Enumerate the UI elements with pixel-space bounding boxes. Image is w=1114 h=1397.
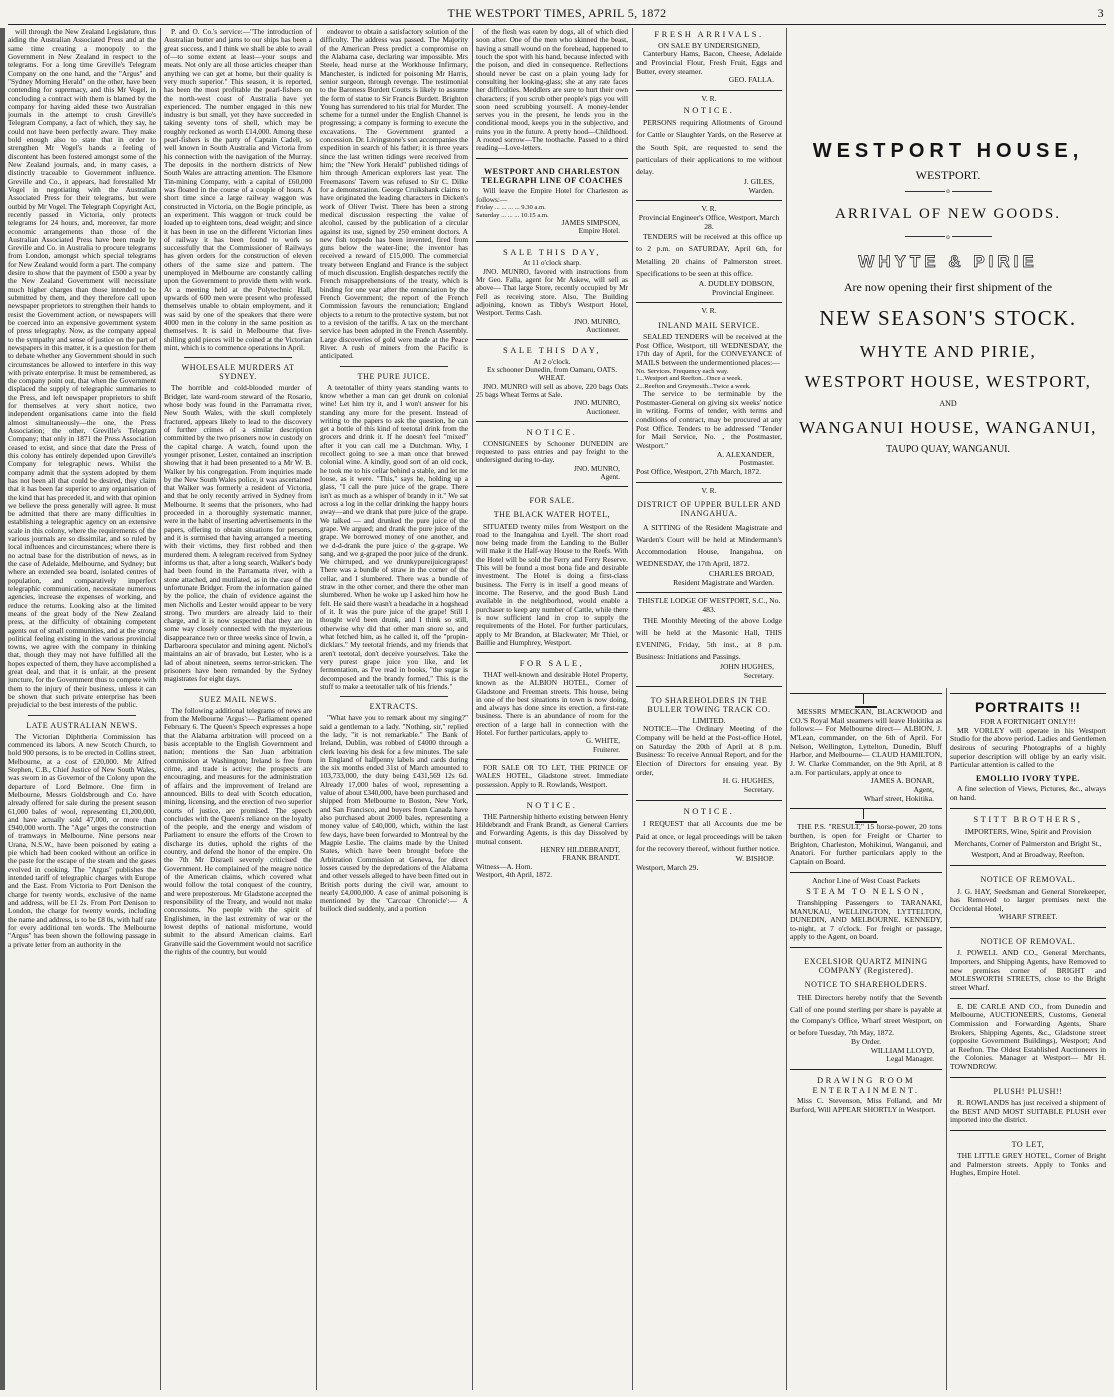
signature: A. ALEXANDER, — [716, 449, 774, 459]
ad-heading: STITT BROTHERS, — [973, 813, 1083, 824]
signature: Auctioneer. — [586, 324, 620, 334]
ad-heading: FOR SALE, — [519, 658, 585, 669]
column-3 — [320, 28, 468, 1390]
crown-mark: V. R. — [701, 93, 717, 103]
coach-schedule-row: Saturday ... ... ... 10.15 a.m. — [476, 211, 549, 219]
ad-text: THAT well-known and desirable Hotel Property, known as the ALBION HOTEL, Corner of Gladstone and Freeman streets. This house, being in one of the best situations in town is now doing, and always has done since its erection, a first-rate business. There is an abundance of room for the erection of a large hall in connection with the Hotel. For further particulars, apply to — [476, 669, 628, 738]
emollio-ivory-type: EMOLLIO IVORY TYPE. — [976, 773, 1080, 783]
ad-plush — [950, 1077, 1106, 1125]
article-telegraph: will through the New Zealand Legislature, thus aiding the Australian Associated Press and at the same time creating a monopoly to the Government in New Zealand in respect to the telegrams. For a long time Greville's Telegram Company on the one hand, and the "Argus" and "Sydney Morning Herald" on the other, have been contending for supremacy, and this Mr Vogel, in concluding a contract with them is blamed by the company for having aided these two Australian journals in the attempt to crush Greville's Telegram Company, a fact of which, they say, he could not have been perfectly aware. They make bold enough also to state that in order to strengthen Mr Vogel's hands a feeling of discontent has been fostered amongst some of the New Zealand journals, and, in many cases, a distinctly traceable to Government influence. Greville and Co., it appears, had forestalled Mr Vogel in negotiating with the Australian Associated Press for their telegrams, but were outbid by Mr Vogel. The Telegraph Copyright Act, recently passed in Victoria, only protects telegrams for 24 hours, and, moreover, far more economic arrangements than those of the Australian Associated Press have been made by Greville and Co. in Australia to procure telegrams from London, amongst which special telegrams for New Zealand would form a part. The company desire to show that the payment of £500 a year by the New Zealand Government will necessitate much higher charges than those intended to be submitted by them, and they therefore call upon newspaper proprietors to strengthen their hands to resist the Government action, or newspapers will be coerced into an expensive government system of press telegraphy. Now, as the company appeal to the sympathy and sense of justice on the part of newspapers in this matter, it is a question for them to debate whether any Government should in such circumstances be allowed to interfere in this way with private enterprise. It must be remembered, as the company point out, that when the Government displaced the supply of telegraphic summaries to the Press, and left newspaper proprietors to shift for themselves at very short notice, two independent organisations came into the field almost simultaneously—the one, the Press Association; the other, Greville's Telegram Company; that only in 1871 the Press Association ceased to exist, and since that date the Press of this colony has entirely depended upon Greville's Company for telegraphic news. Whilst the company admit that the system adopted by them has not been all that could be desired, they claim that it has been far superior to any organisation of the kind that has preceded it, and with that opinion we believe the press generally will agree. It must be admitted that there are many difficulties in establishing a telegraphic agency on an extensive scale in this colony, where the requirements of the various journals are so dissimilar, and so ruled by local influences and circumstances; where there is no actual base for the distribution of news, as in the case of Adelaide, Melbourne, and Sydney; but where an extended sea board, isolated centres of population, and comparatively imperfect telegraphic communication, necessitate numerous agencies, increase the expenses of working, and reduce the returns. Looking also at the limited means of the great body of the New Zealand press, at the difficulty of obtaining competent agents out of small communities, and at the strong political feeling existing in the various provincial towns, we agree with the company in thinking that, though they may not have fulfilled all the hopes expected of them, they have accomplished a great deal, and that it is unfair, at the present juncture, for the Government thus to compete with them to the injury of their business, unless it can be shown that such private enterprise has been prejudicial to the best interests of the public. — [8, 28, 156, 710]
ad-stitt-brothers — [950, 808, 1106, 861]
ad-heading: NOTICE. — [683, 104, 735, 115]
ad-text: MESSRS M'MECKAN, BLACKWOOD and CO.'S Royal Mail steamers will leave Hokitika as follows:— For Melbourne direct— ALBION, J. M'Lean, commander, on the 6th of April. For Nelson, Wellington, Lyttelton, Dunedin, Bluff Harbor, and Melbourne— CLAUD HAMILTON, J. W. Clarke Commander, on the 9th April, at 8 a.m. For particulars, apply at once to — [790, 707, 942, 777]
signature: Postmaster. — [739, 458, 774, 468]
ornament-divider: o — [790, 188, 1106, 196]
column-rule — [472, 28, 473, 1390]
ad-heading: TO LET, — [1011, 1139, 1045, 1149]
mail-table-row: 2...Reefton and Greymouth...Twice a week. — [636, 382, 751, 390]
signature: Secretary. — [743, 670, 774, 680]
date: Westport, 4th April, 1872. — [476, 869, 553, 879]
ad-prince-of-wales — [476, 759, 628, 789]
ad-subheading: Provincial Engineer's Office, Westport, March 28. — [638, 212, 780, 231]
ad-towing-track — [636, 686, 782, 795]
signature: JNO. MUNRO, — [573, 463, 620, 473]
ad-drawing-room — [790, 1069, 942, 1115]
column-6b — [950, 688, 1106, 1390]
ad-coaches — [476, 158, 628, 236]
article-news-items: endeavor to obtain a satisfactory solution of the difficulty. The address was passed. The Majority of the American Press predict a compromise on the Alabama case, declaring war impossible. Mrs Steele, head nurse at the Workhouse Infirmary, Manchester, is indicted for poisoning Mr Harris, senior surgeon, through revenge. The testimonial to the Baroness Burdett Coutts is likely to assume the form of statue to Sir Francis Burdett. Brighton Young has surrendered to his trial for Murder. The scheme for a tunnel under the English Channel is progressing; a company is forming to execute the excavations. The Government granted a concession. Dr. Livingstone's son accompanies the expedition in search of his father; it is three years since the last written tidings were received from him; the "New York Herald" published tidings of him through American explorers last year. The Freemasons' Tavern was refused to Sir C. Dilke for a demonstration. George Cruikshank claims to have originated the leading characters in Dicken's work of Oliver Twist. There has been a strong medical discussion respecting the value of alcohol, caused by the publication of a circular against its use, signed by 250 eminent doctors. A new fish torpedo has been invented, fired from guns below the water-line; the inventor has received a reward of £15,000. The commercial treaty between England and France is the subject of much discussion. English despatches rectify the French misapprehensions of the treaty, which is binding for one year after the renunciation by the French Government; the report of the French Commission favours the renunciation; England objects to a return to the protective system, but not to a revision of the tariffs. A tax on the merchant service has been adopted in the French Assembly. Large discoveries of gold were made at the Peace River. A rush of miners from the Pacific is anticipated. — [320, 28, 468, 361]
article-sundries: of the flesh was eaten by dogs, all of which died soon after. One of the men who skinned the beast, having a small wound on the forehead, happened to touch the spot with his hand, because infected with the poison, and died in consequence. Reflections should never be cast on a plain young lady for consulting her looking-glass; she at any rate faces her difficulties. Meddlers are sure to hurt their own characters; if you scrub other people's pigs you will soon need scrubbing yourself. A money-lender serves you in the present, he lends you in the conditional mood, keeps you in the subjective, and ruins you in the future. A pretty hood—Childhood. A rooted sorrow—The toothache. Passed to a third reading—Love-letters. — [476, 28, 628, 153]
signature: Agent. — [600, 471, 620, 481]
ad-text: THE Monthly Meeting of the above Lodge will be held at the Masonic Hall, THIS EVENING, Friday, 5th inst., at 8 p.m. Business: Initiations and Passings. — [636, 615, 782, 662]
ad-text: THE LITTLE GREY HOTEL, Corner of Bright and Palmerston streets. Apply to Tonks and Hughes, Empire Hotel. — [950, 1150, 1106, 1178]
ad-text: A SITTING of the Resident Magistrate and Warden's Court will be held at Mindermann's Accommodation House, Inangahua, on WEDNESDAY, the 17th April, 1872. — [636, 522, 782, 568]
signature: GEO. FALLA. — [728, 75, 774, 85]
ad-text: J. POWELL AND CO., General Merchants, Importers, and Shipping Agents, have Removed to new premises corner of BRIGHT and MOLESWORTH STREETS, close to the Bright street Wharf. — [950, 948, 1106, 992]
ad-opening-line: Are now opening their first shipment of the — [843, 279, 1053, 294]
ad-steam-nelson — [790, 872, 942, 943]
and-word: AND — [939, 399, 957, 409]
ad-de-carle — [950, 998, 1106, 1072]
by-order: By Order. — [851, 1037, 881, 1047]
divider — [184, 689, 292, 690]
ad-notice-bishop — [636, 800, 782, 872]
article-extracts: "What have you to remark about my singing?" said a gentleman to a lady. "Nothing, sir," replied the lady, "it is not remarkable." The Bank of Ireland, Dublin, was robbed of £4000 through a clerk leaving his desk for a few minutes. The sale in England of halfpenny labels and cards during the six months ended 31st of March amounted to 103,733,000, the duty being £431,569 12s 6d. Already 17,000 bales of wool, representing a value of about £340,000, have been purchased and shipped from Melbourne to Boston, New York, and San Francisco, and buyers from Canada have also purchased about 2000 bales, representing a money value of £40,000, which, within the last few days, have been forwarded to Montreal by the Magpie Leslie. The claims made by the United States, which have been brought before the Arbitration Commission at Geneva, for direct losses caused by the depredations of the Alabama and other vessels alleged to have been fitted out in British ports during the civil war, amount to nearly £4,000,000. A case of animal poisoning is mentioned by the 'Carcoar Chronicle':— A bullock died suddenly, and a portion — [320, 713, 468, 914]
divider — [28, 715, 136, 716]
column-2 — [164, 28, 312, 1390]
article-late-australian-news: The Victorian Diphtheria Commission has commenced its labors. A new Scotch Church, to hold 900 persons, is to be erected in Collins street, Melbourne, at a cost of £20,000. Mr Alfred Stephen, C.B., Chief Justice of New South Wales, was sworn in as Governor of the Colony upon the departure of Lord Belmore. One firm in Melbourne, Messrs Goldsbrough and Co. have already offered for sale during the present season 61,000 bales of wool, representing £1,200,000, and have actually sold 47,000, or more than £940,000 worth. The "Age" urges the construction of tramways in Melbourne. Nine persons near Urana, N.S.W., have been poisoned by eating a pie which had been cooked without an orifice in the paste for the escape of the steam and the gases evolved in cooking. The "Argus" publishes the intended tariff of telegraphic charges with Europe and the East. From Victoria to Port Denison the charge for twenty words, exclusive of the name and address, will be £1 2s. From Port Denison to London, the charge for twenty words, including the name and address, is to be £8 0s, with half rate for every additional ten words. The Melbourne "Argus" has been shown the following passage in a private letter from an authority in the — [8, 731, 156, 949]
signature: JAMES A. BONAR, — [870, 776, 934, 786]
article-pearl-fishing: P. and O. Co.'s service:—"The introduction of Australian butter and jams to our ships has been a great success, and I think we shall be able to avail of—to some extent at least—your soups and meats. Not only are all those articles cheaper than anything we can get at home, but their quality is very much superior." This season, it is reported, has been the most profitable the pearl-fishers on the north-west coast of Australia have yet experienced. The number engaged in this new industry is but small, yet they have succeeded in taking seventy tons of shell, which may be roughly reckoned as worth £14,000. Among these pearl-fishers is the party of Captain Cadell, so well known in South Australia and Victoria from his connection with the navigation of the Murray. The deposits in the northern districts of New South Wales are attracting attention. The Elsmore Tin-mining Company, with a capital of £60,000 was floated in the course of a couple of hours. A short time since a large railway waggon was constructed in Victoria, on the Bogie principle, as an experiment. This waggon or truck could be loaded up to eighteen tons, dead weight; and since it has been in use on the different Victorian lines of railway it has been found to work so successfully that the Commissioner of Railways has given orders for the construction of eleven others of the same size and pattern. The unemployed in Melbourne are constantly calling upon the Government to provide them with work. At a meeting held at the Polytechnic Hall, upwards of 600 men were present who professed themselves unable to obtain employment, and it was said by one of the speakers that there were 4000 men in the colony in the same position as themselves. It is said in Melbourne that five-shilling gold pieces will be coined at the Victorian mint, which is to commence operations in April. — [164, 28, 312, 352]
ad-text: J. G. HAY, Seedsman and General Storekeeper, has Removed to larger premises next the Occidental Hotel, — [950, 886, 1106, 913]
column-1 — [8, 28, 156, 1390]
ad-text: JNO. MUNRO will sell as above, 220 bags Oats 25 bags Wheat Terms at Sale. — [476, 381, 628, 400]
column-rule — [946, 688, 947, 1390]
witness: Witness—A. Horn. — [476, 861, 533, 871]
ad-heading: PLUSH! PLUSH!! — [993, 1086, 1063, 1096]
signature: Agent, — [913, 784, 934, 794]
column-rule — [160, 28, 161, 1390]
ad-removal-hay — [950, 865, 1106, 922]
signature: Warden. — [748, 185, 774, 195]
ad-heading: NOTICE OF REMOVAL. — [980, 875, 1076, 885]
ad-text: THE Partnership hitherto existing between Henry Hildebrandt and Frank Brandt, as General Carriers and Forwarding Agents, is this day Dissolved by mutual consent. — [476, 811, 628, 846]
signature: H. G. HUGHES, — [722, 776, 774, 786]
taupo-quay: TAUPO QUAY, WANGANUI. — [885, 443, 1011, 455]
new-season-stock: NEW SEASON'S STOCK. — [819, 305, 1077, 330]
ad-text: JNO. MUNRO, favored with instructions from Mr Geo. Falla, agent for Mr Askew, will sell as above— That large Store, recently occupied by Mr Fell as receiving store. Also, The Building adjoining, known as Tibby's Westport Hotel, Westport. Terms Cash. — [476, 266, 628, 318]
ad-heading: TO SHAREHOLDERS IN THE BULLER TOWING TRACK CO. — [647, 695, 771, 714]
ad-text: E. DE CARLE AND CO., from Dunedin and Melbourne, AUCTIONEERS, Customs, General Commission and Forwarding Agents, Share Brokers, Shipping Agents, &c., Gladstone street (opposite Government Buildings), Westport; And at Reefton. The Oldest Established Auctioneers in the Colonies. Manager at Westport— Mr H. TOWNDROW. — [950, 1001, 1106, 1072]
ad-result-steamer — [790, 808, 942, 866]
signature: Provincial Engineer. — [712, 287, 774, 297]
ad-subheading: THE BLACK WATER HOTEL, — [493, 510, 611, 520]
ad-inland-mail — [636, 302, 782, 477]
divider — [340, 366, 448, 367]
masthead — [0, 6, 1114, 22]
ad-text: The service to be terminable by the Postmaster-General on giving six weeks' notice in writing. Forms of tender, with terms and conditions of contract, may be procured at any Post Office. Tenders to be addressed "Tender for Mail Service, No. , the Postmaster, Westport." — [636, 389, 782, 451]
signature: CHARLES BROAD, — [709, 569, 774, 579]
ad-notice-consignees — [476, 421, 628, 481]
ad-text: THE P.S. "RESULT," 15 horse-power, 20 tons burthen, is open for Freight or Charter to Brighton, Charleston, Mohikinui, Wanganui, and Anatori. For further particulars apply to the Captain on Board. — [790, 822, 942, 866]
ad-heading: DRAWING ROOM ENTERTAINMENT. — [812, 1074, 920, 1095]
ad-text: R. ROWLANDS has just received a shipment of the BEST AND MOST SUITABLE PLUSH ever imported into the district. — [950, 1097, 1106, 1125]
ad-heading: FRESH ARRIVALS. — [654, 29, 764, 39]
ad-coaches-heading: WESTPORT AND CHARLESTON TELEGRAPH LINE OF COACHES — [481, 166, 623, 186]
ad-text: CONSIGNEES by Schooner DUNEDIN are requested to pass entries and pay freight to the undersigned during to-day. — [476, 438, 628, 465]
ad-heading: DISTRICT OF UPPER BULLER AND INANGAHUA. — [637, 500, 781, 519]
binding-edge — [0, 28, 5, 1390]
ad-heading: NOTICE OF REMOVAL. — [980, 937, 1076, 947]
signature: Empire Hotel. — [578, 226, 620, 236]
ad-subheading: NOTICE TO SHAREHOLDERS. — [804, 980, 928, 990]
signature: JAMES SIMPSON, — [561, 218, 620, 228]
ad-tenders-metalling — [636, 200, 782, 297]
signature: Resident Magistrate and Warden. — [673, 577, 774, 587]
westport-house-title: WESTPORT HOUSE, — [812, 140, 1084, 162]
signature: Secretary. — [743, 785, 774, 795]
article-suez-mail: The following additional telegrams of news are from the Melbourne 'Argus':— Parliament opened February 6. The Queen's Speech expresses a hope that the Alabama arbitration will proceed on a basis acceptable to the English Government and nation; mentions the San Juan arbitration commission at Washington; Ireland is free from crime, and trade is active; the prospects are encouraging, and measures for the administration of affairs and the improvement of Ireland are announced. Bills to deal with Scotch education, mining, licensing, and the erection of two superior courts of justice, are promised. The speech concludes with the Queen's reliance on the loyalty of the people, and the energy and wisdom of Parliament to ensure the efforts of the Crown to discharge its duties, uphold the rights of the country, and defend the honor of the empire. On the 7th Mr Disraeli severely criticised the Government. He complained of the meagre notice of the American claims, which covered what would follow the total conquest of the country, and were preposterous. Mr Gladstone accepted the responsibility of the Treaty, and would not make concessions. No people with the spirit of Englishmen, in the last extremity of war or the lowest depths of national misfortune, would submit to the absurd American claims. Earl Granville said the Government would not sacrifice the rights of the country, but would — [164, 705, 312, 956]
heading-extracts: EXTRACTS. — [369, 702, 419, 712]
crown-mark: V. R. — [701, 306, 717, 316]
westport-house-address: WESTPORT HOUSE, WESTPORT, — [804, 371, 1092, 391]
coach-schedule-row: Friday ... ... ... ... 9.30 a.m. — [476, 204, 546, 211]
signature: Auctioneer. — [586, 406, 620, 416]
ad-portraits — [950, 693, 1106, 803]
column-rule — [316, 28, 317, 1390]
ad-heading: EXCELSIOR QUARTZ MINING COMPANY (Registered). — [804, 957, 928, 976]
ad-partnership — [476, 794, 628, 879]
heading-late-australian-news: LATE AUSTRALIAN NEWS. — [26, 720, 138, 730]
ad-text: Canterbury Hams, Bacon, Cheese, Adelaide and Provincial Flour, Fresh Fruit, Eggs and Butter, every steamer. — [636, 49, 782, 76]
signature: WILLIAM LLOYD, — [870, 1045, 934, 1055]
ad-whyte-pirie — [790, 28, 1106, 688]
column-rule — [632, 28, 633, 1390]
ad-subheading: FOR A FORTNIGHT ONLY!!! — [980, 716, 1076, 726]
ad-text: TENDERS will be received at this office up to 2 p.m. on SATURDAY, April 6th, for Metalling 20 chains of Palmerston street. Specifications to be seen at this office. — [636, 232, 782, 278]
ad-place: WESTPORT. — [915, 167, 981, 182]
signature: A. DUDLEY DOBSON, — [698, 278, 774, 288]
ornament-divider: o — [790, 234, 1106, 242]
ad-heading: NOTICE. — [526, 799, 578, 810]
signature: W. BISHOP. — [735, 853, 774, 863]
ad-heading: INLAND MAIL SERVICE. — [658, 320, 760, 330]
ad-heading: FOR SALE. — [529, 496, 575, 506]
ad-thistle-lodge — [636, 592, 782, 680]
ad-removal-powell — [950, 927, 1106, 992]
wanganui-house-address: WANGANUI HOUSE, WANGANUI, — [799, 418, 1097, 438]
ad-subheading: At 11 o'clock sharp. — [522, 258, 582, 268]
column-4 — [476, 28, 628, 1390]
column-5 — [636, 28, 782, 1390]
ad-text: MR VORLEY will operate in his Westport Studio for the above period. Ladies and Gentlemen desirous of securing Photographs of a highly superior description will oblige by an early visit. Particular attention is called to the — [950, 725, 1106, 770]
heading-pure-juice: THE PURE JUICE. — [357, 371, 431, 381]
ad-text: Ex schooner Dunedin, from Oamaru, OATS. WHEAT. — [486, 365, 618, 383]
signature: J. GILES, — [743, 177, 774, 187]
signature: HENRY HILDEBRANDT, — [540, 844, 620, 854]
ad-blackwater-hotel — [476, 486, 628, 647]
column-6a — [790, 688, 942, 1390]
ad-heading: SALE THIS DAY, — [503, 246, 601, 257]
ad-subheading: At 2 o'clock. — [533, 356, 571, 366]
ad-subheading: WHARF STREET. — [998, 912, 1058, 922]
heading-wholesale-murders: WHOLESALE MURDERS AT SYDNEY. — [181, 363, 295, 382]
ad-heading: STEAM TO NELSON, — [806, 886, 926, 897]
date: Westport, March 29. — [636, 862, 699, 872]
arrival-heading: ARRIVAL OF NEW GOODS. — [835, 206, 1061, 223]
masthead-title: THE WESTPORT TIMES, APRIL 5, 1872 — [447, 6, 667, 20]
signature: Legal Manager. — [886, 1054, 934, 1064]
heading-suez-mail: SUEZ MAIL NEWS. — [199, 694, 277, 704]
ad-text: A fine selection of Views, Pictures, &c., always on hand. — [950, 784, 1106, 802]
ad-albion-hotel — [476, 652, 628, 754]
ad-excelsior-mining — [790, 947, 942, 1064]
ad-heading: NOTICE. — [526, 427, 578, 438]
ad-sale-store — [476, 241, 628, 335]
firm-name: WHYTE & PIRIE — [858, 251, 1038, 271]
signature: JNO. MUNRO, — [573, 316, 620, 326]
ad-heading: THISTLE LODGE OF WESTPORT, S.C., No. 483. — [637, 596, 781, 615]
page-number: 3 — [1097, 6, 1104, 20]
ad-district-court — [636, 482, 782, 588]
ad-heading: NOTICE. — [683, 805, 735, 816]
divider — [184, 357, 292, 358]
ad-heading: SALE THIS DAY, — [503, 345, 601, 356]
article-pure-juice: A teetotaller of thirty years standing wants to know whether a man can get drunk on colonial wine! Let him try it, and I won't answer for his standing any more for the present. Instead of writing to the papers to ask the question, he can get a bottle of this kind of teetotal drink from the grocers and drink it. If he doesn't feel "mixed" after it you can call me a Dutchman. Why, I recollect going to see a man once that brewed colonial wine. A kindly, good sort of an old cock, he took me to his cellar behind a stable, and let me loose, as it were. "This," says he, holding up a glass, "I call the pure juice of the grape. There isn't as much as a whisper of brandy in it." We sat across a log in the cellar drinking the happy hours away—and we drank that pure juice of the grape. We talked — and drunked the pure juice of the grape. We argued; and drank the pure juice of the grape. We borrowed money of one another, and we d-d-drank the pure juice o' the g-grape. We sang, and we g-graped the poor juice of the drunk. We chirruped, and we drunkypureijuicegrapes! There was a bundle of straw in the corner of the cellar, and I slumbered. There was a bundle of straw in the other corner, and there the other man slumbered. When he woke up I asked him how he felt. He said there wasn't a headache in a hogshead of it. It was the pure juice of the grape! Still I thought we'd been drunk, and I think so still, otherwise why did that other man snore so, and what fetched him, as he called it, off the "propin-dicklars." My teetotal friends, and my friends that aren't teetotal, don't deceive yourselves. Take the very purest grape juice you like, and let fermentation, as I've read in books, "the sugar is decomposed and the brandy formed," This is the stuff to make a teetotaller talk of his friends." — [320, 382, 468, 691]
ad-coaches-text: Will leave the Empire Hotel for Charleston as follows:— — [476, 186, 628, 204]
signature: JNO. MUNRO, — [573, 398, 620, 408]
signature: Wharf street, Hokitika. — [863, 793, 934, 803]
mail-table-header: No. Services. Frequency each way. — [636, 367, 729, 375]
ad-meckan-steamers — [790, 693, 942, 803]
ad-text: Transhipping Passengers to TARANAKI, MANUKAU, WELLINGTON, LYTTELTON, DUNEDIN, AND MELBOURNE. KENNEDY, to-night, at 7 o'clock. For freight or passage, apply to the Agent, on board. — [790, 897, 942, 942]
ad-subheading: Anchor Line of West Coast Packets — [812, 875, 920, 885]
portraits-heading: PORTRAITS !! — [974, 699, 1082, 715]
ad-text: SEALED TENDERS will be received at the Post Office, Westport, till WEDNESDAY, the 17th day of April, for the CONVEYANCE of MAILS between the undermentioned places:— — [636, 331, 782, 367]
divider — [340, 696, 448, 697]
signature: G. WHITE, — [585, 736, 620, 746]
ad-subheading: LIMITED. — [692, 715, 726, 725]
ad-text: IMPORTERS, Wine, Spirit and Provision Merchants, Corner of Palmerston and Bright St., Westport, And at Broadway, Reefton. — [954, 827, 1102, 860]
signature: JOHN HUGHES, — [719, 662, 774, 672]
ad-sale-oats — [476, 339, 628, 416]
ad-text: Miss C. Stevenson, Miss Folland, and Mr Burford, Will APPEAR SHORTLY in Westport. — [790, 1096, 942, 1115]
date: Post Office, Westport, 27th March, 1872. — [636, 467, 762, 477]
firm-name-2: WHYTE AND PIRIE, — [859, 342, 1037, 362]
ad-subheading: ON SALE BY UNDERSIGNED, — [658, 40, 760, 50]
column-rule — [786, 28, 787, 1390]
crown-mark: V. R. — [701, 204, 717, 214]
article-wholesale-murders: The horrible and cold-blooded murder of Bridger, late ward-room steward of the Rosario, whose body was found in the Parramatta river, New South Wales, with the skull completely fractured, appears likely to lead to the discovery of further crimes of a similar description committed by the two prisoners now in custody on the capital charge. A watch, found upon the younger prisoner, Lester, contained an inscription showing that it had been presented to a Mr W. B. Walker by his congregation. From inquiries made by the New South Wales police, it was ascertained that Walker was formerly a resident of Victoria, and that he only recently arrived in Sydney from Melbourne. It seems that the prisoners, who had proceeded in a thoroughly systematic manner, were in the habit of inserting advertisements in the papers, offering to obtain situations for persons, and it is surmised that having arranged a meeting with their victims, they first robbed and then murdered them. A telegram received from Sydney informs us that, after a long search, Walker's body had been found in the Parramatta river, with a stone attached, and mutilated, as in the case of the unfortunate Bridger. From the information gained by the police, the chain of evidence against the men Nicholls and Lester would appear to be very strong. Two murders are already laid to their charge, and it is now suspected that they are in some way closely connected with the mysterious disappearance two or three weeks since of Irwin, a Darbaroora speculator and mining agent. Nichol's maintains an air of bravado, but Lester, who is a lad of about nineteen, seems terror-stricken. The prisoners have been remanded by the Sydney magistrates for eight days. — [164, 383, 312, 684]
masthead-rule — [8, 24, 1106, 25]
ad-text: SITUATED twenty miles from Westport on the road to the Inangahua and Lyell. The short road now being made from the Landing to the Buller will make it the Half-way House to the Reefs. With the Hotel will be sold the Ferry and Ferry Reserve. This will be found a most bona fide and desirable investment. The Hotel is doing a first-class business. The Ferry is in itself a good means of income. The Reserve, and the good Bush Land available in the neighborhood, would enable a purchaser to keep any number of Cattle, while there is now sufficient land in crop to supply the requirements of the Hotel. For further particulars, apply to Mr Brandon, at Blackwater; Mr Thiel, or Baillie and Humphrey, Westport. — [476, 521, 628, 647]
crown-mark: V. R. — [701, 485, 717, 495]
signature: Fruiterer. — [593, 744, 620, 754]
ad-text: PERSONS requiring Allotments of Ground for Cattle or Slaughter Yards, on the Reserve at the South Spit, are requested to send the particulars of their applications to me without delay. — [636, 118, 782, 176]
mail-table-row: 1...Westport and Reefton...Once a week. — [636, 375, 743, 383]
ad-fresh-arrivals — [636, 30, 782, 85]
ad-text: NOTICE—The Ordinary Meeting of the Company will be held at the Post-office Hotel, on Saturday the 20th of April at 8 p.m. Business: To receive Annual Report, and for the Election of Directors for ensuing year. By order, — [636, 724, 782, 777]
ad-to-let — [950, 1130, 1106, 1178]
ad-text: FOR SALE OR TO LET, THE PRINCE OF WALES HOTEL, Gladstone street. Immediate possession. Apply to R. Rowlands, Westport. — [476, 763, 628, 789]
ad-text: THE Directors hereby notify that the Seventh Call of one pound sterling per share is payable at the Company's Office, Wharf street Westport, on or before Tuesday, 7th May, 1872. — [790, 993, 942, 1037]
signature: FRANK BRANDT. — [562, 853, 620, 863]
ad-text: I REQUEST that all Accounts due me be Paid at once, or legal proceedings will be taken for the recovery thereof, without further notice. — [636, 819, 782, 853]
ad-notice-allotments — [636, 90, 782, 195]
